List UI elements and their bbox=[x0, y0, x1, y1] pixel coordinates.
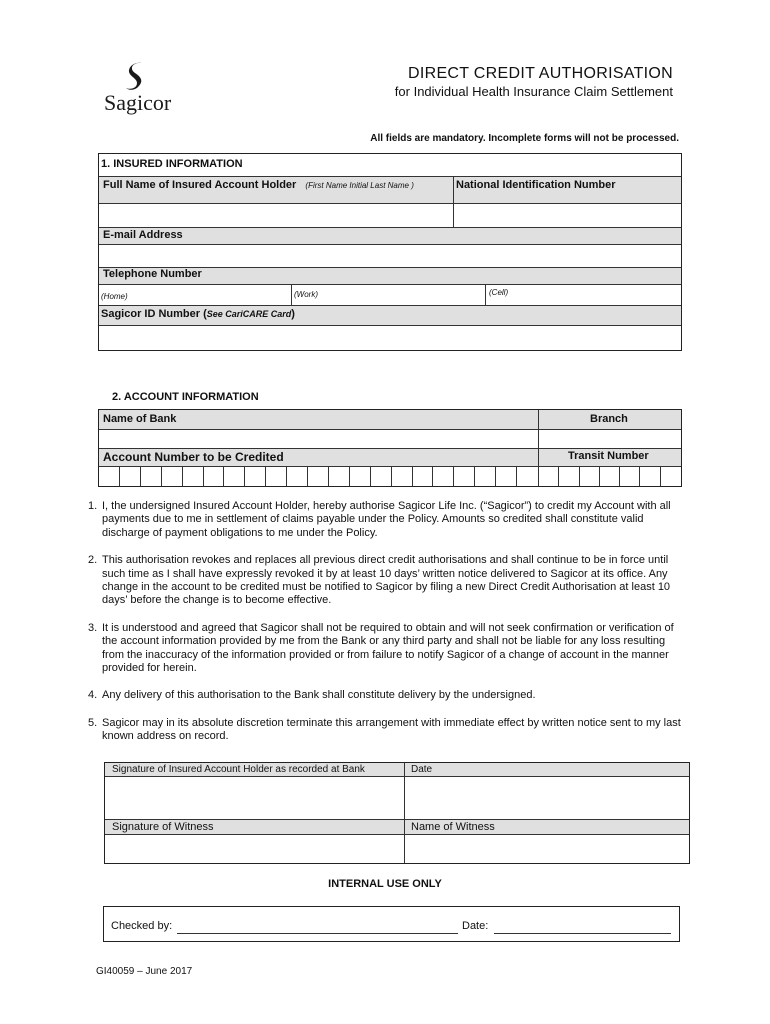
account-digit-cell[interactable] bbox=[517, 467, 538, 486]
email-input[interactable] bbox=[100, 246, 680, 266]
national-id-label: National Identification Number bbox=[456, 179, 616, 191]
holder-signature-input[interactable] bbox=[106, 778, 402, 818]
witness-signature-label: Signature of Witness bbox=[112, 821, 214, 833]
account-digit-cell[interactable] bbox=[224, 467, 245, 486]
account-section-title: 2. ACCOUNT INFORMATION bbox=[112, 391, 259, 403]
account-digit-cell[interactable] bbox=[413, 467, 434, 486]
transit-digit-cell[interactable] bbox=[559, 467, 579, 486]
branch-label: Branch bbox=[590, 413, 628, 425]
checked-by-label: Checked by: bbox=[111, 920, 173, 932]
account-digit-cell[interactable] bbox=[141, 467, 162, 486]
transit-digit-cell[interactable] bbox=[600, 467, 620, 486]
mandatory-note: All fields are mandatory. Incomplete forms will not be processed. bbox=[370, 133, 679, 144]
sagicor-id-input[interactable] bbox=[100, 327, 680, 349]
account-digit-cell[interactable] bbox=[266, 467, 287, 486]
s-logo-icon bbox=[120, 60, 154, 94]
form-subtitle: for Individual Health Insurance Claim Settlement bbox=[394, 84, 673, 99]
account-digit-cell[interactable] bbox=[308, 467, 329, 486]
sagicor-id-close: ) bbox=[291, 308, 295, 320]
account-digit-cell[interactable] bbox=[120, 467, 141, 486]
sagicor-id-label bbox=[101, 308, 295, 320]
telephone-label: Telephone Number bbox=[103, 268, 202, 280]
national-id-input[interactable] bbox=[455, 205, 680, 226]
clause-number: 2. bbox=[88, 554, 98, 567]
account-digit-cell[interactable] bbox=[454, 467, 475, 486]
checked-by-input[interactable] bbox=[178, 918, 457, 933]
branch-input[interactable] bbox=[540, 431, 680, 447]
clause-text: Any delivery of this authorisation to the Bank shall constitute delivery by the undersigned. bbox=[102, 689, 536, 702]
account-digit-cell[interactable] bbox=[371, 467, 392, 486]
account-digit-cell[interactable] bbox=[287, 467, 308, 486]
brand-name: Sagicor bbox=[104, 90, 172, 115]
authorisation-clauses bbox=[88, 500, 683, 758]
clause-item bbox=[88, 622, 683, 676]
phone-work-label: (Work) bbox=[294, 290, 318, 299]
form-title: DIRECT CREDIT AUTHORISATION bbox=[407, 65, 673, 82]
clause-text: This authorisation revokes and replaces all previous direct credit authorisations and shall continue to be in force until such time as I shall have expressly revoked it by at least 10 days’ written notice delivered to Sagicor at its office. Any change in the account to be credited must be notified to Sagicor by filing a new Direct Credit Authorisation at least 10 days’ before the change is to become effective. bbox=[102, 554, 671, 607]
internal-date-input[interactable] bbox=[495, 918, 670, 933]
full-name-input[interactable] bbox=[100, 205, 452, 226]
account-digit-cell[interactable] bbox=[183, 467, 204, 486]
clause-item bbox=[88, 500, 683, 540]
witness-signature-input[interactable] bbox=[106, 836, 402, 862]
full-name-label bbox=[103, 179, 414, 191]
phone-cell-label: (Cell) bbox=[489, 288, 509, 297]
signature-date-input[interactable] bbox=[406, 778, 688, 818]
transit-number-label: Transit Number bbox=[568, 450, 649, 462]
account-digit-cell[interactable] bbox=[245, 467, 266, 486]
account-digit-cell[interactable] bbox=[162, 467, 183, 486]
phone-home-label: (Home) bbox=[101, 292, 128, 301]
phone-work-input[interactable] bbox=[322, 286, 482, 304]
witness-name-label: Name of Witness bbox=[411, 821, 495, 833]
account-digit-cell[interactable] bbox=[204, 467, 225, 486]
full-name-label-text: Full Name of Insured Account Holder bbox=[103, 179, 297, 191]
signature-date-label: Date bbox=[411, 764, 433, 775]
internal-use-title: INTERNAL USE ONLY bbox=[328, 878, 442, 890]
clause-number: 5. bbox=[88, 716, 98, 729]
clause-item bbox=[88, 689, 683, 702]
phone-cell-input[interactable] bbox=[512, 286, 680, 304]
clause-text: It is understood and agreed that Sagicor shall not be required to obtain and will not seek confirmation or verification of the account information provided by me from the Bank or any third party and shall not be liable for any loss resulting from the inaccuracy of the information provided or from failure to notify Sagicor of a change of account in the manner provided for herein. bbox=[102, 621, 674, 675]
phone-home-input[interactable] bbox=[130, 286, 288, 304]
form-code: GI40059 – June 2017 bbox=[96, 966, 193, 977]
transit-digit-cell[interactable] bbox=[620, 467, 640, 486]
transit-digit-cell[interactable] bbox=[580, 467, 600, 486]
clause-number: 4. bbox=[88, 689, 98, 702]
clause-item bbox=[88, 717, 683, 744]
account-number-label: Account Number to be Credited bbox=[103, 450, 284, 464]
witness-name-input[interactable] bbox=[406, 836, 688, 862]
clause-text: Sagicor may in its absolute discretion terminate this arrangement with immediate effect by written notice sent to my last known address on record. bbox=[102, 716, 681, 743]
transit-digit-cell[interactable] bbox=[640, 467, 660, 486]
clause-item bbox=[88, 554, 683, 608]
account-digit-cell[interactable] bbox=[433, 467, 454, 486]
bank-name-input[interactable] bbox=[100, 431, 536, 447]
insured-section-title: 1. INSURED INFORMATION bbox=[101, 158, 243, 170]
internal-date-label: Date: bbox=[462, 920, 489, 932]
account-digit-cell[interactable] bbox=[350, 467, 371, 486]
full-name-hint: (First Name Initial Last Name ) bbox=[305, 181, 414, 190]
account-digit-cell[interactable] bbox=[99, 467, 120, 486]
bank-name-label: Name of Bank bbox=[103, 413, 177, 425]
sagicor-logo bbox=[104, 60, 194, 130]
sagicor-id-hint: See CariCARE Card bbox=[206, 309, 292, 319]
account-digit-cell[interactable] bbox=[475, 467, 496, 486]
transit-digit-cell[interactable] bbox=[661, 467, 681, 486]
clause-number: 1. bbox=[88, 500, 98, 512]
sagicor-id-label-text: Sagicor ID Number ( bbox=[101, 308, 207, 320]
account-digit-cell[interactable] bbox=[392, 467, 413, 486]
holder-signature-label: Signature of Insured Account Holder as recorded at Bank bbox=[112, 764, 365, 775]
clause-number: 3. bbox=[88, 621, 98, 634]
email-label: E-mail Address bbox=[103, 229, 183, 241]
account-digit-cell[interactable] bbox=[329, 467, 350, 486]
clause-text: I, the undersigned Insured Account Holder, hereby authorise Sagicor Life Inc. (“Sagicor”) to credit my Account with all payments due to me in settlement of claims payable under the Policy. Amounts so credited shall constitute valid discharge of payment obligations to me under the Policy. bbox=[102, 500, 671, 539]
account-digit-cell[interactable] bbox=[496, 467, 517, 486]
transit-digit-cell[interactable] bbox=[539, 467, 559, 486]
